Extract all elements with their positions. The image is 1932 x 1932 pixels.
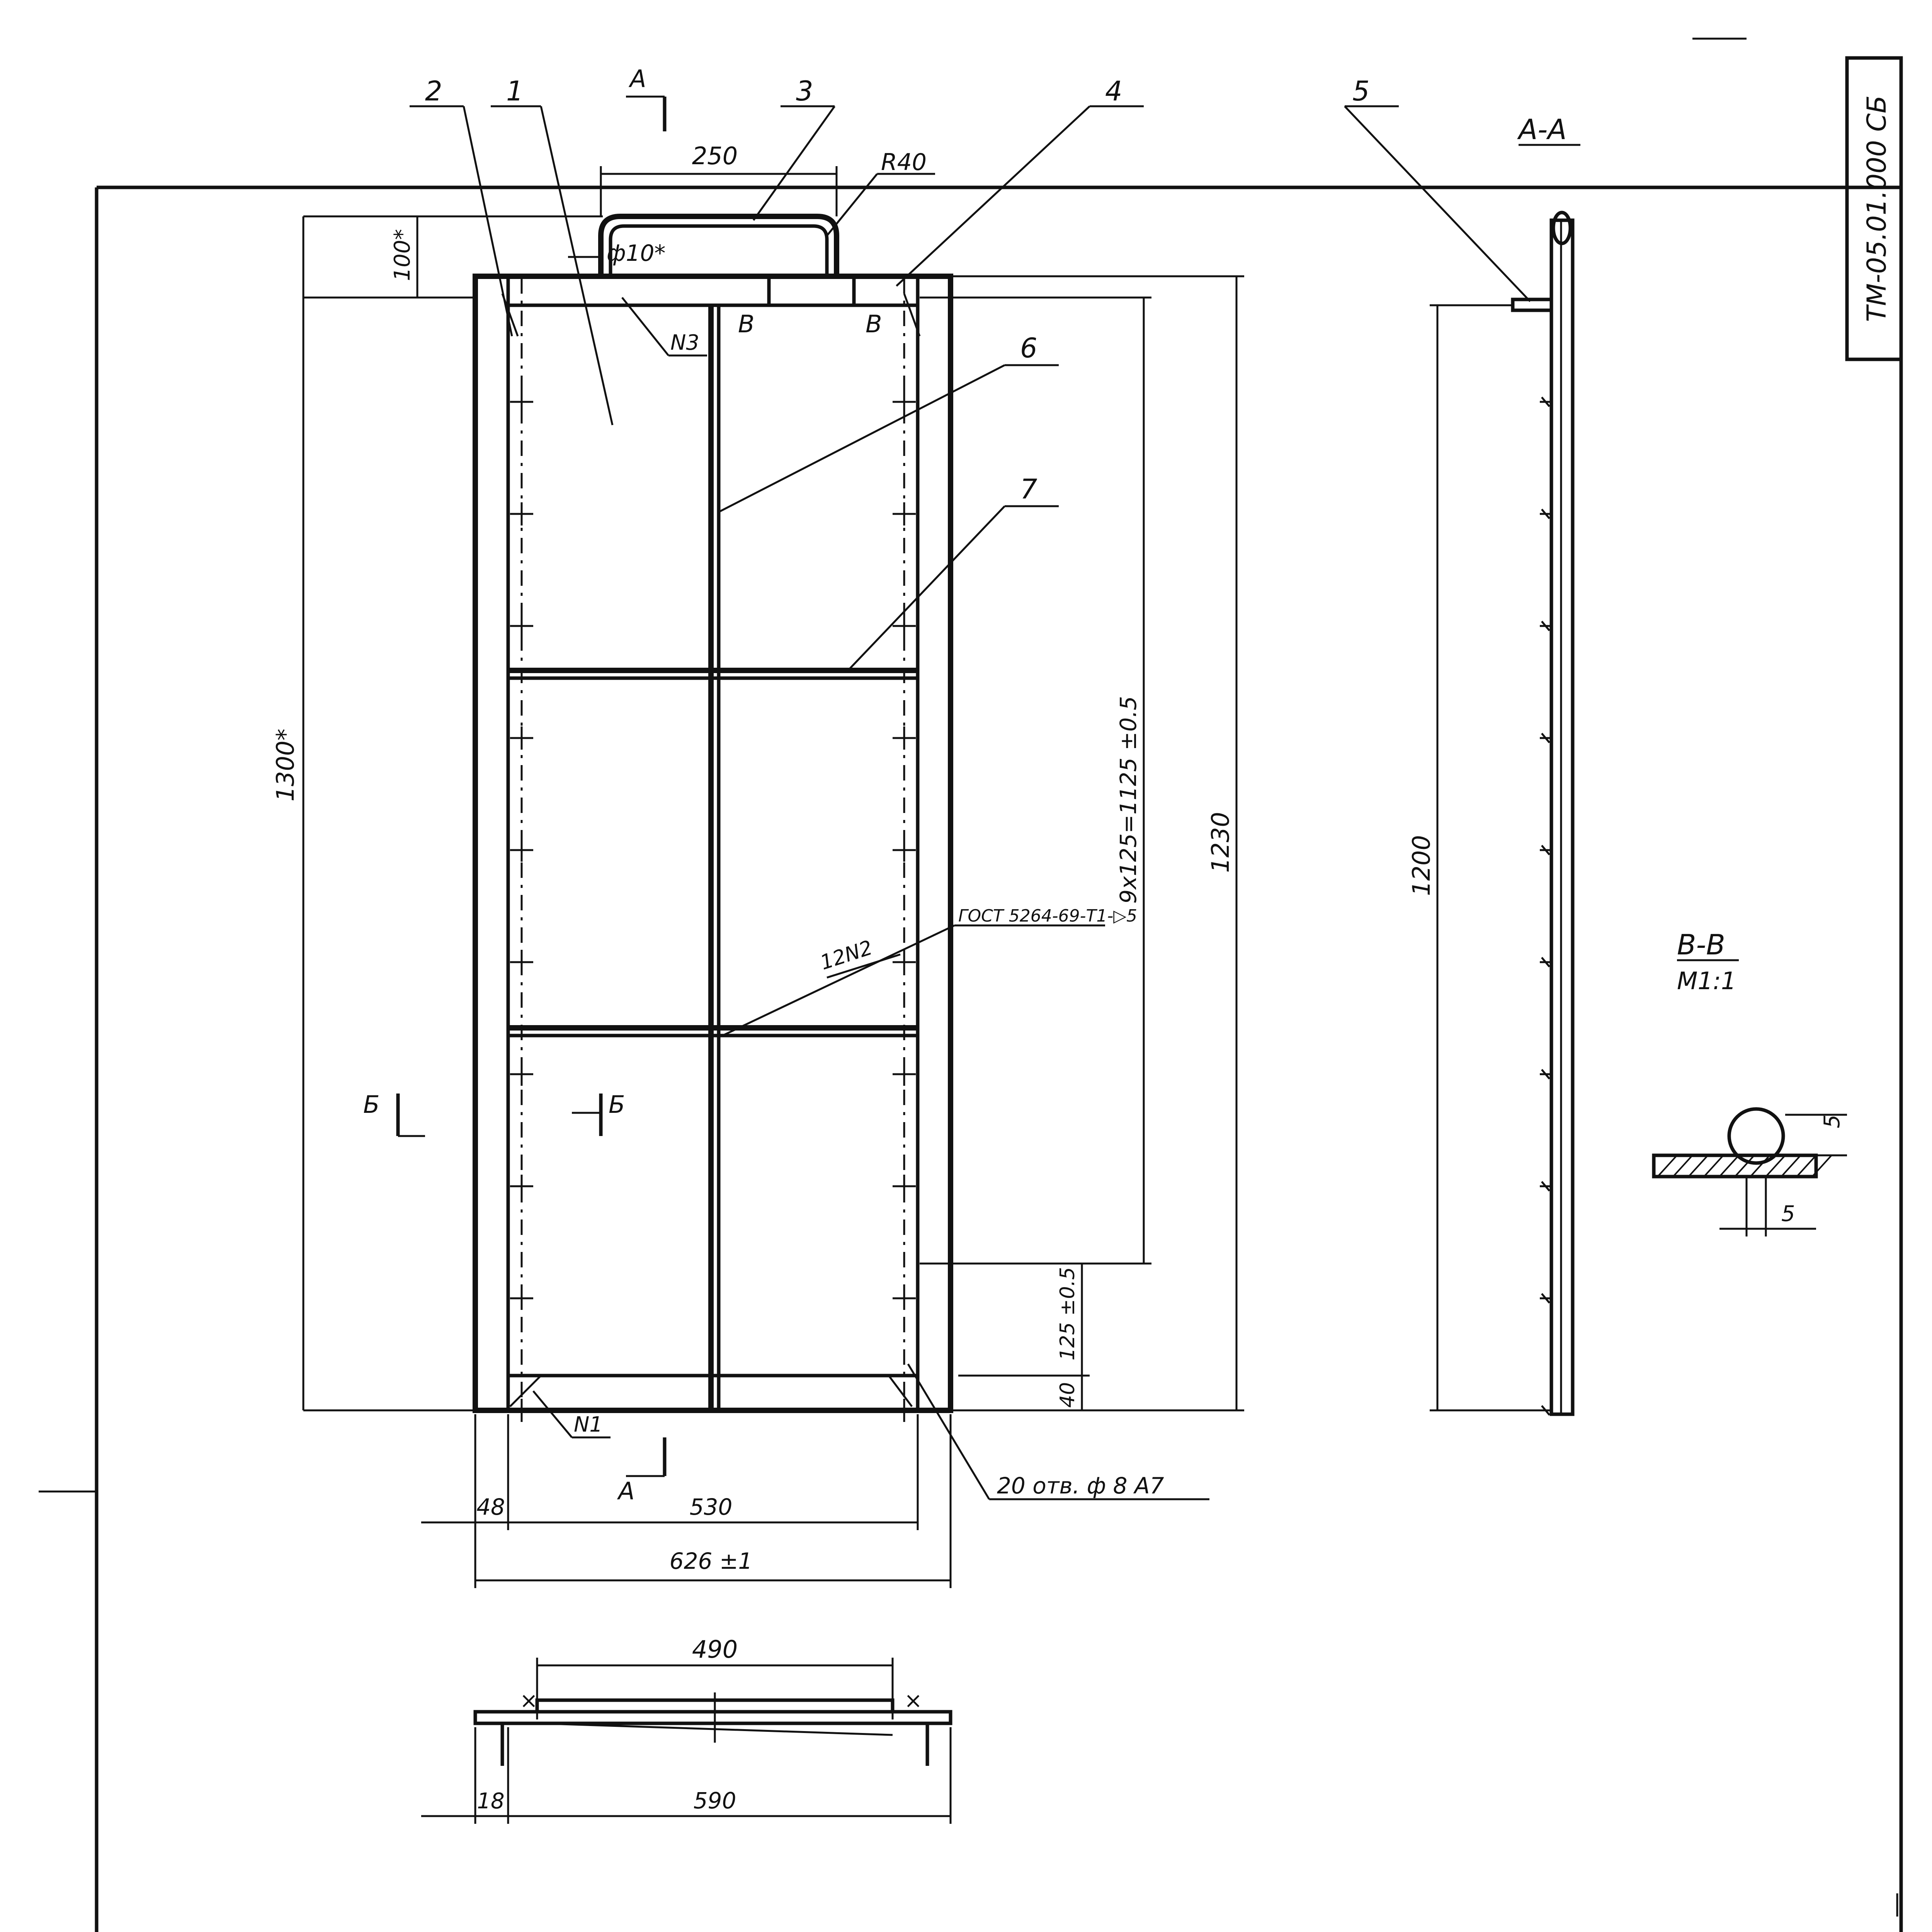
dim-left-48: 48 bbox=[476, 1494, 505, 1520]
dim-overall-height: 1300* bbox=[271, 728, 299, 802]
weld-n1: N1 bbox=[574, 1412, 603, 1437]
cut-b-left: Б bbox=[363, 1090, 380, 1119]
cut-markers bbox=[363, 65, 882, 1505]
cut-a-bottom: А bbox=[618, 1477, 635, 1505]
hatch-line bbox=[1658, 1155, 1677, 1177]
callout-7: 7 bbox=[1020, 473, 1037, 505]
plan-cross-right: × bbox=[904, 1688, 922, 1713]
callout-2: 2 bbox=[425, 75, 442, 107]
section-aa bbox=[1407, 113, 1580, 1415]
cut-b-right: Б bbox=[609, 1090, 625, 1119]
section-vv-label: В-В bbox=[1677, 929, 1725, 961]
dim-pitch-last: 125 ±0.5 bbox=[1056, 1267, 1079, 1361]
hatch-line bbox=[1797, 1155, 1816, 1177]
hatch-line bbox=[1750, 1155, 1770, 1177]
callout-leaders bbox=[410, 75, 1530, 672]
section-vv-scale: М1:1 bbox=[1677, 967, 1736, 995]
dim-pitch: 9x125=1125 ±0.5 bbox=[1115, 696, 1141, 904]
plan-cross-left: × bbox=[520, 1688, 538, 1713]
callout-5: 5 bbox=[1352, 75, 1370, 107]
corner-code: ТМ-05.01.000 СБ bbox=[1862, 95, 1892, 322]
vv-dim-b: 5 bbox=[1781, 1201, 1795, 1226]
section-aa-label: А-А bbox=[1519, 113, 1567, 146]
dim-width-530: 530 bbox=[689, 1494, 733, 1520]
front-view bbox=[475, 216, 951, 1410]
hatch-line bbox=[1704, 1155, 1723, 1177]
weld-n3: N3 bbox=[670, 330, 699, 355]
vv-dim-a: 5 bbox=[1820, 1114, 1845, 1128]
gost-main: ГОСТ 5264-69-Т1-▷5 bbox=[958, 906, 1138, 926]
plan-dim-590: 590 bbox=[693, 1787, 736, 1814]
hatch-line bbox=[1781, 1155, 1801, 1177]
sheet-frame bbox=[39, 39, 1901, 1932]
callout-3: 3 bbox=[796, 75, 813, 107]
dim-radius: R40 bbox=[881, 149, 927, 176]
weld-12n2: 12N2 bbox=[817, 936, 876, 975]
dim-handle-height: 100* bbox=[390, 229, 415, 281]
hatch-line bbox=[1689, 1155, 1708, 1177]
plan-view bbox=[421, 1635, 951, 1824]
dim-width-626: 626 ±1 bbox=[669, 1548, 753, 1574]
corner-code-box bbox=[1847, 58, 1901, 359]
cut-a-top: А bbox=[630, 65, 646, 93]
cut-v-left: В bbox=[738, 310, 755, 338]
hatch-line bbox=[1673, 1155, 1692, 1177]
dim-side-height: 1200 bbox=[1407, 835, 1435, 896]
hatch-line bbox=[1719, 1155, 1739, 1177]
section-vv bbox=[1654, 929, 1847, 1236]
dim-bottom: 40 bbox=[1056, 1382, 1079, 1408]
plan-dim-490: 490 bbox=[692, 1635, 738, 1663]
cut-v-right: В bbox=[866, 310, 882, 338]
callout-6: 6 bbox=[1020, 332, 1037, 364]
front-dimensions bbox=[271, 142, 1244, 1588]
dim-inner-height: 1230 bbox=[1206, 812, 1235, 873]
dim-handle-width: 250 bbox=[692, 142, 738, 170]
callout-4: 4 bbox=[1105, 75, 1122, 107]
callout-1: 1 bbox=[506, 75, 524, 107]
dim-diameter: ф10* bbox=[607, 240, 666, 266]
dim-holes: 20 отв. ф 8 А7 bbox=[997, 1473, 1164, 1499]
plan-dim-18: 18 bbox=[477, 1789, 505, 1814]
